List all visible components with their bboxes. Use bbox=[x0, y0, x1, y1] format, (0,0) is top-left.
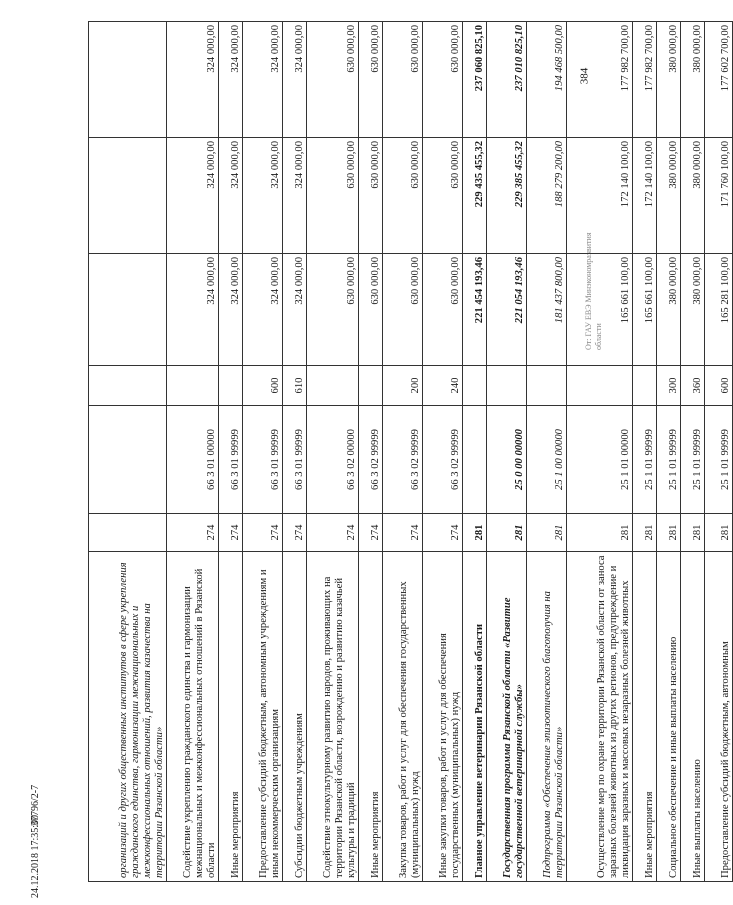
stamp-line-2: области bbox=[594, 323, 603, 350]
row-csr-code: 66 3 01 99999 bbox=[283, 406, 307, 514]
row-name: Иные мероприятия bbox=[633, 552, 657, 882]
row-sum-1: 324 000,00 bbox=[219, 254, 243, 366]
row-sum-2: 171 760 100,00 bbox=[705, 138, 733, 254]
row-sum-3: 237 010 825,10 bbox=[487, 22, 527, 138]
row-ved-code: 274 bbox=[307, 514, 359, 552]
row-vr-code bbox=[307, 366, 359, 406]
row-csr-code: 66 3 02 99999 bbox=[423, 406, 463, 514]
row-ved-code: 281 bbox=[633, 514, 657, 552]
page-number: 384 bbox=[578, 67, 591, 85]
row-sum-2: 229 435 455,32 bbox=[463, 138, 487, 254]
row-vr-code: 360 bbox=[681, 366, 705, 406]
footer-datetime: 24.12.2018 17:35:00 bbox=[30, 814, 41, 898]
table-row bbox=[567, 22, 633, 882]
row-name: Социальное обеспечение и иные выплаты населению bbox=[657, 552, 681, 882]
row-sum-2: 380 000,00 bbox=[681, 138, 705, 254]
row-name: Осуществление мер по охране территории Рязанской области от заноса заразных болезней животных из других регионов, предупреждение и ликвидация заразных и массовых незаразных болезней животных bbox=[567, 552, 633, 882]
row-sum-2: 188 279 200,00 bbox=[527, 138, 567, 254]
row-ved-code: 281 bbox=[705, 514, 733, 552]
row-ved-code: 281 bbox=[567, 514, 633, 552]
row-sum-1: 165 661 100,00 bbox=[633, 254, 657, 366]
row-csr-code: 66 3 02 99999 bbox=[359, 406, 383, 514]
row-csr-code bbox=[463, 406, 487, 514]
row-csr-code: 66 3 02 00000 bbox=[307, 406, 359, 514]
row-sum-1: 165 281 100,00 bbox=[705, 254, 733, 366]
row-name: Предоставление субсидий бюджетным, автономным bbox=[705, 552, 733, 882]
row-name: организаций и других общественных институтов в сфере укрепления гражданского единства, гармонизации межнациональных и межконфессиональных отношений, развития казачества на территории Рязанской области» bbox=[89, 552, 167, 882]
row-sum-1: 324 000,00 bbox=[167, 254, 219, 366]
row-csr-code bbox=[89, 406, 167, 514]
row-name: Предоставление субсидий бюджетным, автономным учреждениям и иным некоммерческим организациям bbox=[243, 552, 283, 882]
row-sum-3: 177 602 700,00 bbox=[705, 22, 733, 138]
table-row bbox=[657, 22, 681, 882]
row-sum-2: 630 000,00 bbox=[383, 138, 423, 254]
row-ved-code: 274 bbox=[359, 514, 383, 552]
row-name: Иные мероприятия bbox=[219, 552, 243, 882]
row-sum-2: 630 000,00 bbox=[307, 138, 359, 254]
footer bbox=[28, 814, 48, 900]
budget-table bbox=[88, 21, 733, 882]
table-row bbox=[219, 22, 243, 882]
row-sum-1: 165 661 100,00 bbox=[567, 254, 633, 366]
row-sum-3: 324 000,00 bbox=[167, 22, 219, 138]
row-ved-code: 281 bbox=[487, 514, 527, 552]
row-ved-code: 281 bbox=[527, 514, 567, 552]
row-vr-code bbox=[219, 366, 243, 406]
table-row bbox=[89, 22, 167, 882]
row-vr-code: 600 bbox=[243, 366, 283, 406]
row-sum-3: 324 000,00 bbox=[219, 22, 243, 138]
row-csr-code: 25 1 01 99999 bbox=[705, 406, 733, 514]
row-csr-code: 25 1 01 99999 bbox=[633, 406, 657, 514]
row-name: Иные выплаты населению bbox=[681, 552, 705, 882]
row-csr-code: 25 1 01 99999 bbox=[657, 406, 681, 514]
row-sum-2: 172 140 100,00 bbox=[567, 138, 633, 254]
row-sum-1: 324 000,00 bbox=[243, 254, 283, 366]
row-csr-code: 66 3 01 99999 bbox=[243, 406, 283, 514]
row-vr-code: 300 bbox=[657, 366, 681, 406]
row-name: Главное управление ветеринарии Рязанской области bbox=[463, 552, 487, 882]
table-row bbox=[359, 22, 383, 882]
row-csr-code: 25 0 00 00000 bbox=[487, 406, 527, 514]
row-vr-code bbox=[487, 366, 527, 406]
row-sum-3: 177 982 700,00 bbox=[567, 22, 633, 138]
table-row bbox=[527, 22, 567, 882]
row-ved-code: 274 bbox=[423, 514, 463, 552]
row-sum-2: 380 000,00 bbox=[657, 138, 681, 254]
table-row bbox=[307, 22, 359, 882]
row-sum-1: 324 000,00 bbox=[283, 254, 307, 366]
row-ved-code: 274 bbox=[243, 514, 283, 552]
row-vr-code bbox=[89, 366, 167, 406]
row-sum-3 bbox=[89, 22, 167, 138]
row-csr-code: 66 3 01 00000 bbox=[167, 406, 219, 514]
row-vr-code: 600 bbox=[705, 366, 733, 406]
row-sum-2: 324 000,00 bbox=[167, 138, 219, 254]
row-csr-code: 25 1 01 99999 bbox=[681, 406, 705, 514]
row-sum-1: 181 437 800,00 bbox=[527, 254, 567, 366]
row-sum-3: 237 060 825,10 bbox=[463, 22, 487, 138]
row-ved-code: 281 bbox=[681, 514, 705, 552]
row-vr-code bbox=[567, 366, 633, 406]
row-sum-2: 630 000,00 bbox=[359, 138, 383, 254]
row-sum-2: 324 000,00 bbox=[243, 138, 283, 254]
row-sum-3: 177 982 700,00 bbox=[633, 22, 657, 138]
row-vr-code bbox=[633, 366, 657, 406]
row-name: Содействие укреплению гражданского единства и гармонизации межнациональных и межконфессиональных отношений в Рязанской области bbox=[167, 552, 219, 882]
table-row bbox=[705, 22, 733, 882]
row-name: Содействие этнокультурному развитию народов, проживающих на территории Рязанской области, возрождению и развитию казачьей культуры и традиций bbox=[307, 552, 359, 882]
row-sum-1: 630 000,00 bbox=[383, 254, 423, 366]
row-sum-1: 380 000,00 bbox=[657, 254, 681, 366]
row-sum-1: 221 454 193,46 bbox=[463, 254, 487, 366]
table-row bbox=[243, 22, 283, 882]
row-name: Закупка товаров, работ и услуг для обеспечения государственных (муниципальных) нужд bbox=[383, 552, 423, 882]
row-sum-2 bbox=[89, 138, 167, 254]
row-name: Подпрограмма «Обеспечение эпизоотического благополучия на территории Рязанской области» bbox=[527, 552, 567, 882]
row-sum-3: 380 000,00 bbox=[681, 22, 705, 138]
row-ved-code: 274 bbox=[383, 514, 423, 552]
row-name: Государственная программа Рязанской области «Развитие государственной ветеринарной службы» bbox=[487, 552, 527, 882]
table-row bbox=[383, 22, 423, 882]
row-vr-code bbox=[167, 366, 219, 406]
footer-doc-id: 37796/2-7 bbox=[30, 784, 41, 826]
row-name: Иные закупки товаров, работ и услуг для обеспечения государственных (муниципальных) нужд bbox=[423, 552, 463, 882]
row-sum-3: 630 000,00 bbox=[359, 22, 383, 138]
row-ved-code: 274 bbox=[219, 514, 243, 552]
row-csr-code: 25 1 01 00000 bbox=[567, 406, 633, 514]
table-row bbox=[681, 22, 705, 882]
table-row bbox=[633, 22, 657, 882]
row-sum-3: 194 468 500,00 bbox=[527, 22, 567, 138]
row-sum-2: 630 000,00 bbox=[423, 138, 463, 254]
table-row bbox=[423, 22, 463, 882]
row-sum-1: 380 000,00 bbox=[681, 254, 705, 366]
table-row bbox=[283, 22, 307, 882]
row-csr-code: 66 3 02 99999 bbox=[383, 406, 423, 514]
table-row bbox=[463, 22, 487, 882]
row-csr-code: 66 3 01 99999 bbox=[219, 406, 243, 514]
row-sum-1: 630 000,00 bbox=[307, 254, 359, 366]
row-sum-2: 172 140 100,00 bbox=[633, 138, 657, 254]
row-sum-3: 380 000,00 bbox=[657, 22, 681, 138]
row-name: Иные мероприятия bbox=[359, 552, 383, 882]
row-sum-3: 324 000,00 bbox=[283, 22, 307, 138]
row-ved-code: 274 bbox=[283, 514, 307, 552]
row-sum-3: 324 000,00 bbox=[243, 22, 283, 138]
footer-docid-wrap bbox=[28, 770, 48, 830]
row-sum-2: 324 000,00 bbox=[283, 138, 307, 254]
row-sum-3: 630 000,00 bbox=[307, 22, 359, 138]
row-ved-code bbox=[89, 514, 167, 552]
row-name: Субсидии бюджетным учреждениям bbox=[283, 552, 307, 882]
row-ved-code: 281 bbox=[463, 514, 487, 552]
row-vr-code bbox=[359, 366, 383, 406]
table-row bbox=[167, 22, 219, 882]
row-vr-code bbox=[527, 366, 567, 406]
stamp-line-1: От: ГАУ ЕВЭ Минэкономразвития bbox=[584, 232, 593, 350]
row-sum-2: 229 385 455,32 bbox=[487, 138, 527, 254]
row-vr-code: 200 bbox=[383, 366, 423, 406]
row-sum-1: 630 000,00 bbox=[423, 254, 463, 366]
table-row bbox=[487, 22, 527, 882]
row-sum-1: 221 054 193,46 bbox=[487, 254, 527, 366]
row-vr-code bbox=[463, 366, 487, 406]
row-ved-code: 281 bbox=[657, 514, 681, 552]
row-ved-code: 274 bbox=[167, 514, 219, 552]
row-sum-3: 630 000,00 bbox=[423, 22, 463, 138]
row-sum-1 bbox=[89, 254, 167, 366]
row-vr-code: 610 bbox=[283, 366, 307, 406]
row-vr-code: 240 bbox=[423, 366, 463, 406]
row-sum-1: 630 000,00 bbox=[359, 254, 383, 366]
row-csr-code: 25 1 00 00000 bbox=[527, 406, 567, 514]
row-sum-2: 324 000,00 bbox=[219, 138, 243, 254]
row-sum-3: 630 000,00 bbox=[383, 22, 423, 138]
